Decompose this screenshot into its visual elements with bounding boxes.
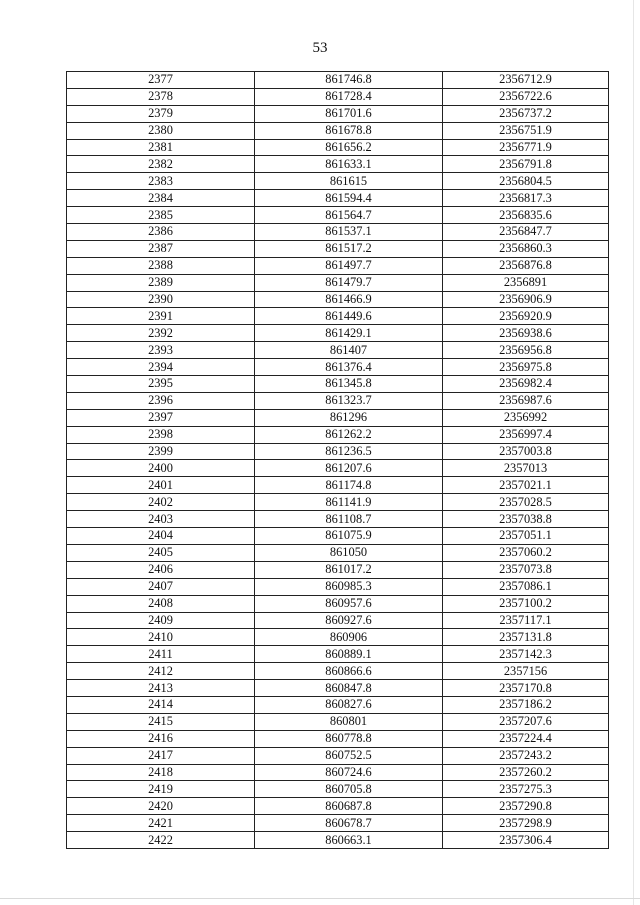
table-row xyxy=(67,173,609,190)
y-coordinate-cell: 2356847.7 xyxy=(443,224,609,241)
table-row xyxy=(67,696,609,713)
y-coordinate-cell: 2357156 xyxy=(443,663,609,680)
x-coordinate-cell: 861656.2 xyxy=(255,139,443,156)
x-coordinate-cell: 860985.3 xyxy=(255,578,443,595)
x-coordinate-cell: 861633.1 xyxy=(255,156,443,173)
table-row xyxy=(67,376,609,393)
y-coordinate-cell: 2356891 xyxy=(443,274,609,291)
y-coordinate-cell: 2356906.9 xyxy=(443,291,609,308)
table-row xyxy=(67,747,609,764)
table-row xyxy=(67,72,609,89)
x-coordinate-cell: 860687.8 xyxy=(255,798,443,815)
x-coordinate-cell: 861207.6 xyxy=(255,460,443,477)
y-coordinate-cell: 2356771.9 xyxy=(443,139,609,156)
table-row xyxy=(67,781,609,798)
x-coordinate-cell: 860906 xyxy=(255,629,443,646)
table-row xyxy=(67,561,609,578)
table-row xyxy=(67,528,609,545)
y-coordinate-cell: 2356817.3 xyxy=(443,190,609,207)
point-number-cell: 2397 xyxy=(67,409,255,426)
y-coordinate-cell: 2356997.4 xyxy=(443,426,609,443)
table-row xyxy=(67,815,609,832)
table-row xyxy=(67,409,609,426)
point-number-cell: 2421 xyxy=(67,815,255,832)
x-coordinate-cell: 861174.8 xyxy=(255,477,443,494)
y-coordinate-cell: 2357224.4 xyxy=(443,730,609,747)
point-number-cell: 2399 xyxy=(67,443,255,460)
x-coordinate-cell: 861323.7 xyxy=(255,392,443,409)
table-row xyxy=(67,392,609,409)
x-coordinate-cell: 860705.8 xyxy=(255,781,443,798)
table-row xyxy=(67,257,609,274)
table-row xyxy=(67,359,609,376)
y-coordinate-cell: 2356722.6 xyxy=(443,88,609,105)
point-number-cell: 2386 xyxy=(67,224,255,241)
table-row xyxy=(67,629,609,646)
point-number-cell: 2416 xyxy=(67,730,255,747)
table-row xyxy=(67,156,609,173)
point-number-cell: 2407 xyxy=(67,578,255,595)
table-row xyxy=(67,713,609,730)
table-row xyxy=(67,308,609,325)
x-coordinate-cell: 861594.4 xyxy=(255,190,443,207)
x-coordinate-cell: 861407 xyxy=(255,342,443,359)
table-row xyxy=(67,764,609,781)
coordinate-table-body xyxy=(67,72,609,849)
point-number-cell: 2395 xyxy=(67,376,255,393)
y-coordinate-cell: 2357013 xyxy=(443,460,609,477)
x-coordinate-cell: 860889.1 xyxy=(255,646,443,663)
table-row xyxy=(67,477,609,494)
point-number-cell: 2378 xyxy=(67,88,255,105)
y-coordinate-cell: 2357290.8 xyxy=(443,798,609,815)
point-number-cell: 2414 xyxy=(67,696,255,713)
point-number-cell: 2377 xyxy=(67,72,255,89)
point-number-cell: 2382 xyxy=(67,156,255,173)
point-number-cell: 2403 xyxy=(67,511,255,528)
point-number-cell: 2401 xyxy=(67,477,255,494)
page-number: 53 xyxy=(312,40,328,56)
y-coordinate-cell: 2356737.2 xyxy=(443,105,609,122)
table-row xyxy=(67,325,609,342)
point-number-cell: 2387 xyxy=(67,240,255,257)
y-coordinate-cell: 2357298.9 xyxy=(443,815,609,832)
y-coordinate-cell: 2357170.8 xyxy=(443,680,609,697)
table-row xyxy=(67,511,609,528)
table-row xyxy=(67,342,609,359)
y-coordinate-cell: 2357038.8 xyxy=(443,511,609,528)
y-coordinate-cell: 2356804.5 xyxy=(443,173,609,190)
x-coordinate-cell: 860724.6 xyxy=(255,764,443,781)
coordinate-table xyxy=(66,71,609,849)
point-number-cell: 2417 xyxy=(67,747,255,764)
table-row xyxy=(67,595,609,612)
x-coordinate-cell: 861075.9 xyxy=(255,528,443,545)
y-coordinate-cell: 2356975.8 xyxy=(443,359,609,376)
point-number-cell: 2400 xyxy=(67,460,255,477)
y-coordinate-cell: 2357275.3 xyxy=(443,781,609,798)
point-number-cell: 2398 xyxy=(67,426,255,443)
y-coordinate-cell: 2357243.2 xyxy=(443,747,609,764)
table-row xyxy=(67,460,609,477)
x-coordinate-cell: 861108.7 xyxy=(255,511,443,528)
x-coordinate-cell: 860663.1 xyxy=(255,832,443,849)
y-coordinate-cell: 2356920.9 xyxy=(443,308,609,325)
x-coordinate-cell: 861236.5 xyxy=(255,443,443,460)
point-number-cell: 2381 xyxy=(67,139,255,156)
table-row xyxy=(67,207,609,224)
x-coordinate-cell: 860957.6 xyxy=(255,595,443,612)
x-coordinate-cell: 860801 xyxy=(255,713,443,730)
y-coordinate-cell: 2356982.4 xyxy=(443,376,609,393)
y-coordinate-cell: 2356712.9 xyxy=(443,72,609,89)
x-coordinate-cell: 861017.2 xyxy=(255,561,443,578)
point-number-cell: 2419 xyxy=(67,781,255,798)
x-coordinate-cell: 861517.2 xyxy=(255,240,443,257)
table-row xyxy=(67,663,609,680)
point-number-cell: 2384 xyxy=(67,190,255,207)
x-coordinate-cell: 861296 xyxy=(255,409,443,426)
x-coordinate-cell: 860678.7 xyxy=(255,815,443,832)
point-number-cell: 2412 xyxy=(67,663,255,680)
point-number-cell: 2385 xyxy=(67,207,255,224)
y-coordinate-cell: 2357073.8 xyxy=(443,561,609,578)
y-coordinate-cell: 2357086.1 xyxy=(443,578,609,595)
y-coordinate-cell: 2356956.8 xyxy=(443,342,609,359)
x-coordinate-cell: 861728.4 xyxy=(255,88,443,105)
table-row xyxy=(67,139,609,156)
y-coordinate-cell: 2357186.2 xyxy=(443,696,609,713)
point-number-cell: 2390 xyxy=(67,291,255,308)
point-number-cell: 2409 xyxy=(67,612,255,629)
y-coordinate-cell: 2357060.2 xyxy=(443,544,609,561)
x-coordinate-cell: 861564.7 xyxy=(255,207,443,224)
table-row xyxy=(67,190,609,207)
table-row xyxy=(67,646,609,663)
point-number-cell: 2391 xyxy=(67,308,255,325)
point-number-cell: 2406 xyxy=(67,561,255,578)
x-coordinate-cell: 861479.7 xyxy=(255,274,443,291)
x-coordinate-cell: 861429.1 xyxy=(255,325,443,342)
table-row xyxy=(67,240,609,257)
table-row xyxy=(67,730,609,747)
y-coordinate-cell: 2357207.6 xyxy=(443,713,609,730)
y-coordinate-cell: 2357260.2 xyxy=(443,764,609,781)
x-coordinate-cell: 861466.9 xyxy=(255,291,443,308)
x-coordinate-cell: 861141.9 xyxy=(255,494,443,511)
point-number-cell: 2420 xyxy=(67,798,255,815)
point-number-cell: 2410 xyxy=(67,629,255,646)
page-edge-line xyxy=(633,0,634,905)
y-coordinate-cell: 2357131.8 xyxy=(443,629,609,646)
point-number-cell: 2392 xyxy=(67,325,255,342)
y-coordinate-cell: 2357100.2 xyxy=(443,595,609,612)
point-number-cell: 2405 xyxy=(67,544,255,561)
x-coordinate-cell: 861262.2 xyxy=(255,426,443,443)
y-coordinate-cell: 2356938.6 xyxy=(443,325,609,342)
table-row xyxy=(67,612,609,629)
table-row xyxy=(67,426,609,443)
point-number-cell: 2418 xyxy=(67,764,255,781)
x-coordinate-cell: 860752.5 xyxy=(255,747,443,764)
x-coordinate-cell: 861449.6 xyxy=(255,308,443,325)
x-coordinate-cell: 861537.1 xyxy=(255,224,443,241)
x-coordinate-cell: 860927.6 xyxy=(255,612,443,629)
y-coordinate-cell: 2356860.3 xyxy=(443,240,609,257)
y-coordinate-cell: 2356751.9 xyxy=(443,122,609,139)
y-coordinate-cell: 2357117.1 xyxy=(443,612,609,629)
table-row xyxy=(67,105,609,122)
y-coordinate-cell: 2357306.4 xyxy=(443,832,609,849)
page-bottom-line xyxy=(0,898,640,899)
point-number-cell: 2383 xyxy=(67,173,255,190)
y-coordinate-cell: 2356876.8 xyxy=(443,257,609,274)
x-coordinate-cell: 861615 xyxy=(255,173,443,190)
table-row xyxy=(67,494,609,511)
x-coordinate-cell: 860866.6 xyxy=(255,663,443,680)
point-number-cell: 2422 xyxy=(67,832,255,849)
point-number-cell: 2380 xyxy=(67,122,255,139)
table-row xyxy=(67,798,609,815)
table-row xyxy=(67,544,609,561)
x-coordinate-cell: 860778.8 xyxy=(255,730,443,747)
point-number-cell: 2379 xyxy=(67,105,255,122)
y-coordinate-cell: 2356987.6 xyxy=(443,392,609,409)
x-coordinate-cell: 861678.8 xyxy=(255,122,443,139)
x-coordinate-cell: 861701.6 xyxy=(255,105,443,122)
y-coordinate-cell: 2357003.8 xyxy=(443,443,609,460)
table-row xyxy=(67,578,609,595)
x-coordinate-cell: 861497.7 xyxy=(255,257,443,274)
y-coordinate-cell: 2357028.5 xyxy=(443,494,609,511)
table-row xyxy=(67,88,609,105)
table-row xyxy=(67,680,609,697)
point-number-cell: 2413 xyxy=(67,680,255,697)
point-number-cell: 2388 xyxy=(67,257,255,274)
x-coordinate-cell: 861376.4 xyxy=(255,359,443,376)
y-coordinate-cell: 2356835.6 xyxy=(443,207,609,224)
x-coordinate-cell: 861746.8 xyxy=(255,72,443,89)
y-coordinate-cell: 2357021.1 xyxy=(443,477,609,494)
y-coordinate-cell: 2356791.8 xyxy=(443,156,609,173)
y-coordinate-cell: 2356992 xyxy=(443,409,609,426)
point-number-cell: 2402 xyxy=(67,494,255,511)
point-number-cell: 2393 xyxy=(67,342,255,359)
x-coordinate-cell: 861345.8 xyxy=(255,376,443,393)
point-number-cell: 2389 xyxy=(67,274,255,291)
table-row xyxy=(67,832,609,849)
x-coordinate-cell: 861050 xyxy=(255,544,443,561)
table-row xyxy=(67,443,609,460)
point-number-cell: 2404 xyxy=(67,528,255,545)
table-row xyxy=(67,122,609,139)
table-row xyxy=(67,224,609,241)
point-number-cell: 2408 xyxy=(67,595,255,612)
x-coordinate-cell: 860827.6 xyxy=(255,696,443,713)
table-row xyxy=(67,291,609,308)
point-number-cell: 2394 xyxy=(67,359,255,376)
point-number-cell: 2396 xyxy=(67,392,255,409)
table-row xyxy=(67,274,609,291)
y-coordinate-cell: 2357142.3 xyxy=(443,646,609,663)
point-number-cell: 2415 xyxy=(67,713,255,730)
point-number-cell: 2411 xyxy=(67,646,255,663)
x-coordinate-cell: 860847.8 xyxy=(255,680,443,697)
y-coordinate-cell: 2357051.1 xyxy=(443,528,609,545)
